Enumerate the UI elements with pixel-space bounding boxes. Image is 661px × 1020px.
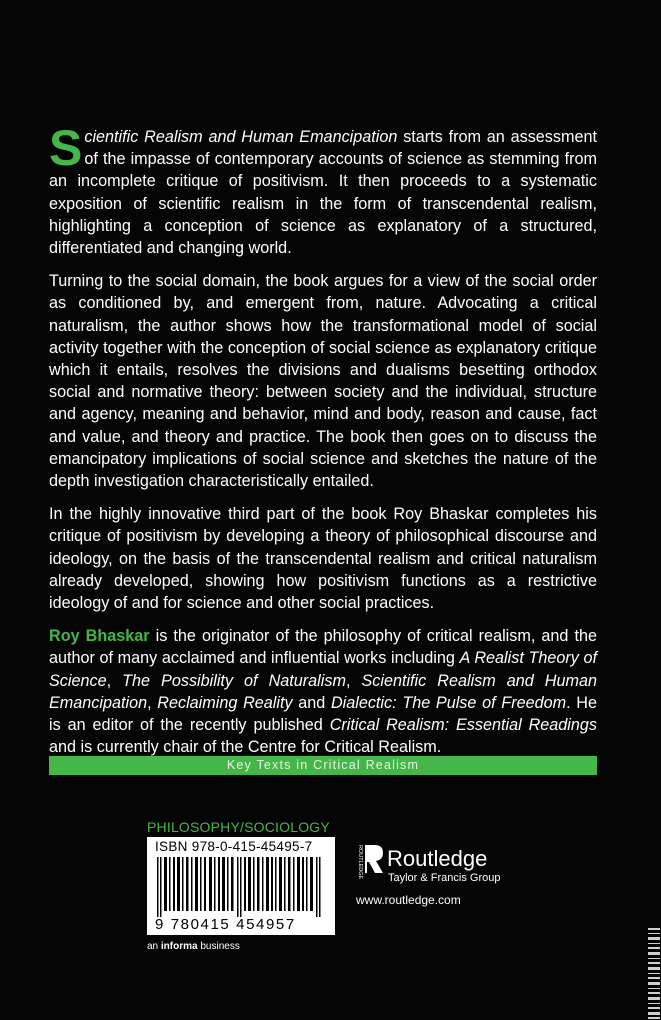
work-title-4: Reclaiming Reality <box>157 693 293 712</box>
blurb-paragraph-1-text: starts from an assessment of the impasse of contemporary accounts of science as stemming from an incomplete critique of positivism. It then proceeds to a systematic exposition of scientific realism in the form of transcendental realism, highlighting a conception of science as explanatory of a structured, differentiated and changing world. <box>49 128 597 258</box>
blurb-paragraph-3: In the highly innovative third part of the book Roy Bhaskar completes his critique of positivism by developing a theory of philosophical discourse and ideology, on the basis of the transcendental realism and critical naturalism already developed, showing how positivism functions as a restrictive ideology of and for science and other social practices. <box>49 505 597 613</box>
informa-business-tag <box>147 941 240 952</box>
drop-cap: S <box>49 120 83 176</box>
author-bio-text-3: and is currently chair of the Centre for Critical Realism. <box>49 738 442 757</box>
barcode-icon <box>155 857 327 917</box>
work-title-1: A Realist Theory of Science <box>49 649 597 690</box>
work-title-5: Dialectic: The Pulse of Freedom <box>330 693 567 712</box>
barcode-digits: 9 780415 454957 <box>155 916 296 933</box>
sep-3: , <box>147 693 158 712</box>
barcode-panel <box>147 837 335 935</box>
informa-suffix: business <box>197 941 240 952</box>
author-bio-text-2: . He is an editor of the recently published <box>49 693 597 735</box>
author-bio <box>49 625 597 758</box>
routledge-vertical-text: ROUTLEDGE <box>357 845 363 880</box>
informa-brand: informa <box>160 941 198 952</box>
isbn-label: ISBN 978-0-415-45495-7 <box>155 839 313 854</box>
informa-prefix: an <box>147 941 161 952</box>
series-banner: Key Texts in Critical Realism <box>49 756 597 775</box>
publisher-name: Routledge <box>387 846 488 871</box>
author-bio-text-1: is the originator of the philosophy of critical realism, and the author of many acclaimed and influential works including <box>49 627 597 668</box>
sep-2: , <box>345 671 362 690</box>
sep-1: , <box>106 671 123 690</box>
work-title-2: The Possibility of Naturalism <box>122 671 346 690</box>
author-name: Roy Bhaskar <box>49 627 150 646</box>
sep-4: and <box>292 693 331 712</box>
blurb-paragraph-2: Turning to the social domain, the book argues for a view of the social order as conditioned by, and emergent from, nature. Advocating a critical naturalism, the author shows how the transformational model of social activity together with the conception of social science as explanatory critique which it entails, resolves the divisions and dualisms besetting orthodox social and normative theory: between society and the individual, structure and agency, meaning and behavior, mind and body, reason and cause, fact and value, and theory and practice. The book then goes on to discuss the emancipatory implications of social science and sketches the nature of the depth investigation characteristically entailed. <box>49 272 597 491</box>
work-title-6: Critical Realism: Essential Readings <box>329 716 598 735</box>
blurb-text-block <box>49 120 598 769</box>
subject-category: PHILOSOPHY/SOCIOLOGY <box>147 819 330 835</box>
publisher-url[interactable]: www.routledge.com <box>356 893 461 907</box>
routledge-r-logo-icon <box>355 843 385 889</box>
book-title-italic: cientific Realism and Human Emancipation <box>84 128 398 146</box>
work-title-3: Scientific Realism and Human Emancipation <box>49 671 597 712</box>
blurb-paragraph-1 <box>49 120 597 259</box>
publisher-group: Taylor & Francis Group <box>388 872 501 884</box>
spine-barcode-strip <box>648 928 660 1020</box>
